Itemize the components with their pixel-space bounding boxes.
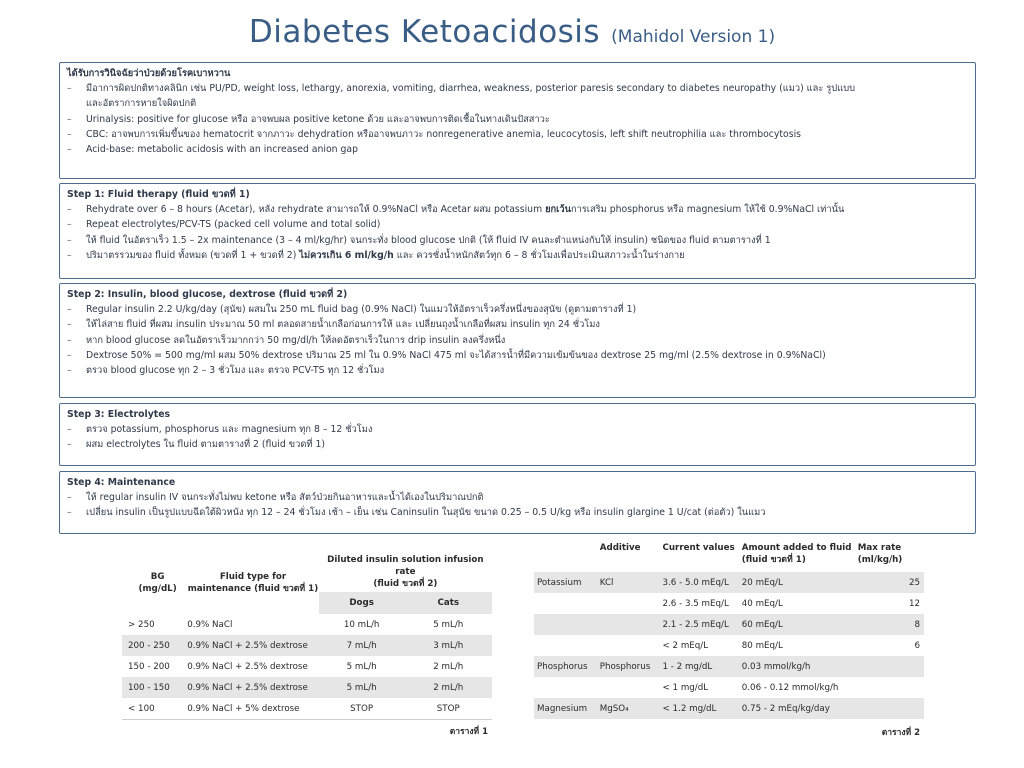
list-item-text: ให้ไล่สาย fluid ที่ผสม insulin ประมาณ 50 ml ตลอดสายน้ำเกลือก่อนการให้ และ เปลี่ยนถุงน้ำเกลือที่ผสม insulin ทุก 24 ชั่วโมง <box>86 319 600 331</box>
cell-dogs: 5 mL/h <box>346 661 377 672</box>
list-item <box>67 217 967 232</box>
title-main: Diabetes Ketoacidosis <box>248 14 601 50</box>
cell-max <box>858 677 924 698</box>
list-item-text: ให้ regular insulin IV จนกระทั่งไม่พบ ketone หรือ สัตว์ป่วยกินอาหารและน้ำได้เองในปริมาณปกติ <box>86 492 484 504</box>
cell-additive <box>600 614 663 635</box>
list-item <box>67 127 967 142</box>
cell-additive <box>600 677 663 698</box>
bullet-dash: – <box>67 128 72 140</box>
list-item <box>67 302 967 317</box>
table2-caption: ตารางที่ 2 <box>881 728 920 738</box>
col-header-dogs: Dogs <box>319 592 405 614</box>
col-header-infusion-rate: Diluted insulin solution infusion rate (fluid ขวดที่ 2) <box>327 555 484 589</box>
list-item-text: เปลี่ยน insulin เป็นรูปแบบฉีดใต้ผิวหนัง ทุก 12 – 24 ชั่วโมง เช้า – เย็น เช่น Caninsulin ในสุนัข ขนาด 0.25 – 0.5 U/kg หรือ insulin glargine 1 U/cat (ต่อตัว) ในแมว <box>86 507 766 519</box>
cell-dogs: 10 mL/h <box>343 619 380 630</box>
list-item <box>67 248 967 263</box>
step2-section <box>59 283 976 398</box>
list-item-text: ปริมาตรรวมของ fluid ทั้งหมด (ขวดที่ 1 + ขวดที่ 2) <box>86 249 300 261</box>
cell-max: 25 <box>858 572 924 593</box>
list-item-text: ตรวจ potassium, phosphorus และ magnesium ทุก 8 – 12 ชั่วโมง <box>86 424 373 436</box>
cell-bg: 200 - 250 <box>122 635 187 656</box>
list-item-text: ให้ fluid ในอัตราเร็ว 1.5 – 2x maintenance (3 – 4 ml/kg/hr) จนกระทั่ง blood glucose ปกติ (ให้ fluid IV คนละตำแหน่งกับให้ insulin) ชนิดของ fluid ตามตารางที่ 1 <box>86 234 771 246</box>
bullet-dash: – <box>67 144 72 156</box>
cell-group <box>534 635 600 656</box>
cell-current: 2.6 - 3.5 mEq/L <box>662 598 729 609</box>
col-header-amount: Amount added to fluid (fluid ขวดที่ 1) <box>741 543 852 565</box>
col-header-bg: BG (mg/dL) <box>138 572 177 594</box>
cell-current: < 2 mEq/L <box>662 640 709 651</box>
cell-fluid: 0.9% NaCl + 2.5% dextrose <box>187 661 308 672</box>
table-row <box>122 698 492 720</box>
cell-group: Potassium <box>534 572 600 593</box>
list-item-text: Rehydrate over 6 – 8 hours (Acetar), หลัง rehydrate สามารถให้ 0.9%NaCl หรือ Acetar ผสม potassium <box>86 204 546 216</box>
table-row <box>534 698 924 719</box>
cell-cats: 3 mL/h <box>405 635 492 656</box>
cell-group <box>534 677 600 698</box>
cell-additive <box>600 593 663 614</box>
list-item-text: ตรวจ blood glucose ทุก 2 – 3 ชั่วโมง และ ตรวจ PCV-TS ทุก 12 ชั่วโมง <box>86 365 385 377</box>
cell-bg: 150 - 200 <box>128 661 170 672</box>
step3-section <box>59 403 976 466</box>
list-item-text: และ ควรชั่งน้ำหนักสัตว์ทุก 6 – 8 ชั่วโมงเพื่อประเมินสภาวะน้ำในร่างกาย <box>393 249 685 261</box>
cell-additive: Phosphorus <box>600 656 663 677</box>
cell-cats: 2 mL/h <box>433 661 464 672</box>
cell-group <box>534 593 600 614</box>
list-item <box>67 202 967 217</box>
emphasis-text: ยกเว้น <box>545 204 571 216</box>
cell-cats: 2 mL/h <box>405 677 492 698</box>
table-row <box>534 677 924 698</box>
list-item-text: ผสม electrolytes ใน fluid ตามตารางที่ 2 (fluid ขวดที่ 1) <box>86 439 325 451</box>
list-item-text: การเสริม phosphorus หรือ magnesium ให้ใช้ 0.9%NaCl เท่านั้น <box>570 204 845 216</box>
list-item <box>67 490 967 505</box>
bullet-dash: – <box>67 83 72 95</box>
list-item <box>67 363 967 378</box>
cell-current: < 1.2 mg/dL <box>663 698 742 719</box>
bullet-dash: – <box>67 304 72 316</box>
cell-current: 2.1 - 2.5 mEq/L <box>663 614 742 635</box>
cell-amount: 60 mEq/L <box>742 614 858 635</box>
diagnosis-heading: ได้รับการวินิจฉัยว่าป่วยด้วยโรคเบาหวาน <box>67 68 231 79</box>
bullet-dash: – <box>67 349 72 361</box>
diagnosis-section <box>59 62 976 179</box>
electrolyte-table <box>534 542 924 739</box>
table1-caption: ตารางที่ 1 <box>449 727 488 737</box>
bullet-dash: – <box>67 234 72 246</box>
step1-heading: Step 1: Fluid therapy (fluid ขวดที่ 1) <box>67 189 250 200</box>
table-row <box>122 677 492 698</box>
insulin-infusion-table <box>122 552 492 742</box>
cell-max <box>858 698 924 719</box>
cell-additive <box>600 635 663 656</box>
bullet-dash: – <box>67 249 72 261</box>
cell-fluid: 0.9% NaCl + 5% dextrose <box>187 698 319 720</box>
list-item <box>67 505 967 520</box>
cell-amount: 40 mEq/L <box>741 598 783 609</box>
list-item <box>67 437 967 452</box>
step1-section <box>59 183 976 279</box>
cell-amount: 0.06 - 0.12 mmol/kg/h <box>741 682 839 693</box>
list-item-text: Regular insulin 2.2 U/kg/day (สุนัข) ผสมใน 250 mL fluid bag (0.9% NaCl) ในแมวให้อัตราเร็วครึ่งหนึ่งของสุนัข (ดูตามตารางที่ 1) <box>86 304 637 316</box>
table-row <box>122 635 492 656</box>
cell-amount: 80 mEq/L <box>741 640 783 651</box>
cell-max: 8 <box>858 614 924 635</box>
step4-section <box>59 471 976 534</box>
bullet-dash: – <box>67 113 72 125</box>
cell-dogs: 5 mL/h <box>319 677 405 698</box>
list-item <box>67 233 967 248</box>
table-row <box>534 572 924 593</box>
bullet-dash: – <box>67 492 72 504</box>
bullet-dash: – <box>67 424 72 436</box>
table-row <box>534 593 924 614</box>
cell-bg: < 100 <box>122 698 187 720</box>
list-item-text: หาก blood glucose ลดในอัตราเร็วมากกว่า 50 mg/dl/h ให้ลดอัตราเร็วในการ drip insulin ลงครึ่งหนึ่ง <box>86 334 506 346</box>
table-row <box>534 656 924 677</box>
col-header-max-rate: Max rate (ml/kg/h) <box>857 543 903 565</box>
list-item-text: Dextrose 50% = 500 mg/ml ผสม 50% dextrose ปริมาณ 25 ml ใน 0.9% NaCl 475 ml จะได้สารน้ำที่มีความเข้มข้นของ dextrose 25 mg/ml (2.5% dextrose in 0.9%NaCl) <box>86 349 826 361</box>
cell-bg: > 250 <box>128 619 155 630</box>
cell-max <box>858 656 924 677</box>
cell-amount: 20 mEq/L <box>742 572 858 593</box>
list-item-text: และอัตราการหายใจผิดปกติ <box>86 98 197 110</box>
page-title <box>0 14 1024 50</box>
step4-heading: Step 4: Maintenance <box>67 477 176 488</box>
cell-dogs: 7 mL/h <box>319 635 405 656</box>
list-item-text: Acid-base: metabolic acidosis with an increased anion gap <box>86 144 359 156</box>
table-row <box>122 614 492 635</box>
list-item <box>67 81 967 96</box>
cell-fluid: 0.9% NaCl + 2.5% dextrose <box>187 635 319 656</box>
list-item <box>67 422 967 437</box>
list-item <box>67 142 967 157</box>
cell-fluid: 0.9% NaCl + 2.5% dextrose <box>187 677 319 698</box>
cell-dogs: STOP <box>319 698 405 720</box>
cell-fluid: 0.9% NaCl <box>187 619 233 630</box>
col-header-cats: Cats <box>405 592 492 614</box>
list-item-text: CBC: อาจพบการเพิ่มขึ้นของ hematocrit จากภาวะ dehydration หรืออาจพบภาวะ nonregenerative anemia, leucocytosis, left shift neutrophilia และ thrombocytosis <box>86 128 802 140</box>
cell-max: 6 <box>914 640 920 651</box>
list-item-text: มีอาการผิดปกติทางคลินิก เช่น PU/PD, weight loss, lethargy, anorexia, vomiting, diarrhea, weakness, posterior paresis secondary to diabetes neuropathy (แมว) และ รูปแบบ <box>86 83 856 95</box>
col-header-current: Current values <box>662 543 735 553</box>
col-header-additive: Additive <box>599 543 641 553</box>
list-item-continuation <box>67 96 967 111</box>
cell-cats: 5 mL/h <box>433 619 464 630</box>
table-row <box>534 635 924 656</box>
list-item <box>67 348 967 363</box>
table-row <box>122 656 492 677</box>
list-item <box>67 112 967 127</box>
cell-cats: STOP <box>405 698 492 720</box>
bullet-dash: – <box>67 334 72 346</box>
col-header-fluid: Fluid type for maintenance (fluid ขวดที่ 1) <box>187 572 319 594</box>
bullet-dash: – <box>67 507 72 519</box>
list-item <box>67 333 967 348</box>
bullet-dash: – <box>67 439 72 451</box>
emphasis-text: ไม่ควรเกิน 6 ml/kg/h <box>299 249 394 261</box>
cell-group: Magnesium <box>534 698 600 719</box>
cell-current: 1 - 2 mg/dL <box>663 656 742 677</box>
cell-additive: KCl <box>600 572 663 593</box>
bullet-dash: – <box>67 219 72 231</box>
step3-heading: Step 3: Electrolytes <box>67 409 171 420</box>
cell-current: 3.6 - 5.0 mEq/L <box>663 572 742 593</box>
cell-amount: 0.03 mmol/kg/h <box>742 656 858 677</box>
cell-group <box>534 614 600 635</box>
cell-bg: 100 - 150 <box>122 677 187 698</box>
cell-additive: MgSO₄ <box>600 698 663 719</box>
cell-max: 12 <box>908 598 920 609</box>
list-item <box>67 317 967 332</box>
bullet-dash: – <box>67 365 72 377</box>
bullet-dash: – <box>67 204 72 216</box>
step2-heading: Step 2: Insulin, blood glucose, dextrose (fluid ขวดที่ 2) <box>67 289 348 300</box>
bullet-dash: – <box>67 319 72 331</box>
cell-current: < 1 mg/dL <box>662 682 709 693</box>
table-row <box>534 614 924 635</box>
list-item-text: Urinalysis: positive for glucose หรือ อาจพบผล positive ketone ด้วย และอาจพบการติดเชื้อในทางเดินปัสสาวะ <box>86 113 550 125</box>
title-subtitle: (Mahidol Version 1) <box>611 27 776 47</box>
cell-amount: 0.75 - 2 mEq/kg/day <box>742 698 858 719</box>
cell-group: Phosphorus <box>534 656 600 677</box>
list-item-text: Repeat electrolytes/PCV-TS (packed cell volume and total solid) <box>86 219 381 231</box>
